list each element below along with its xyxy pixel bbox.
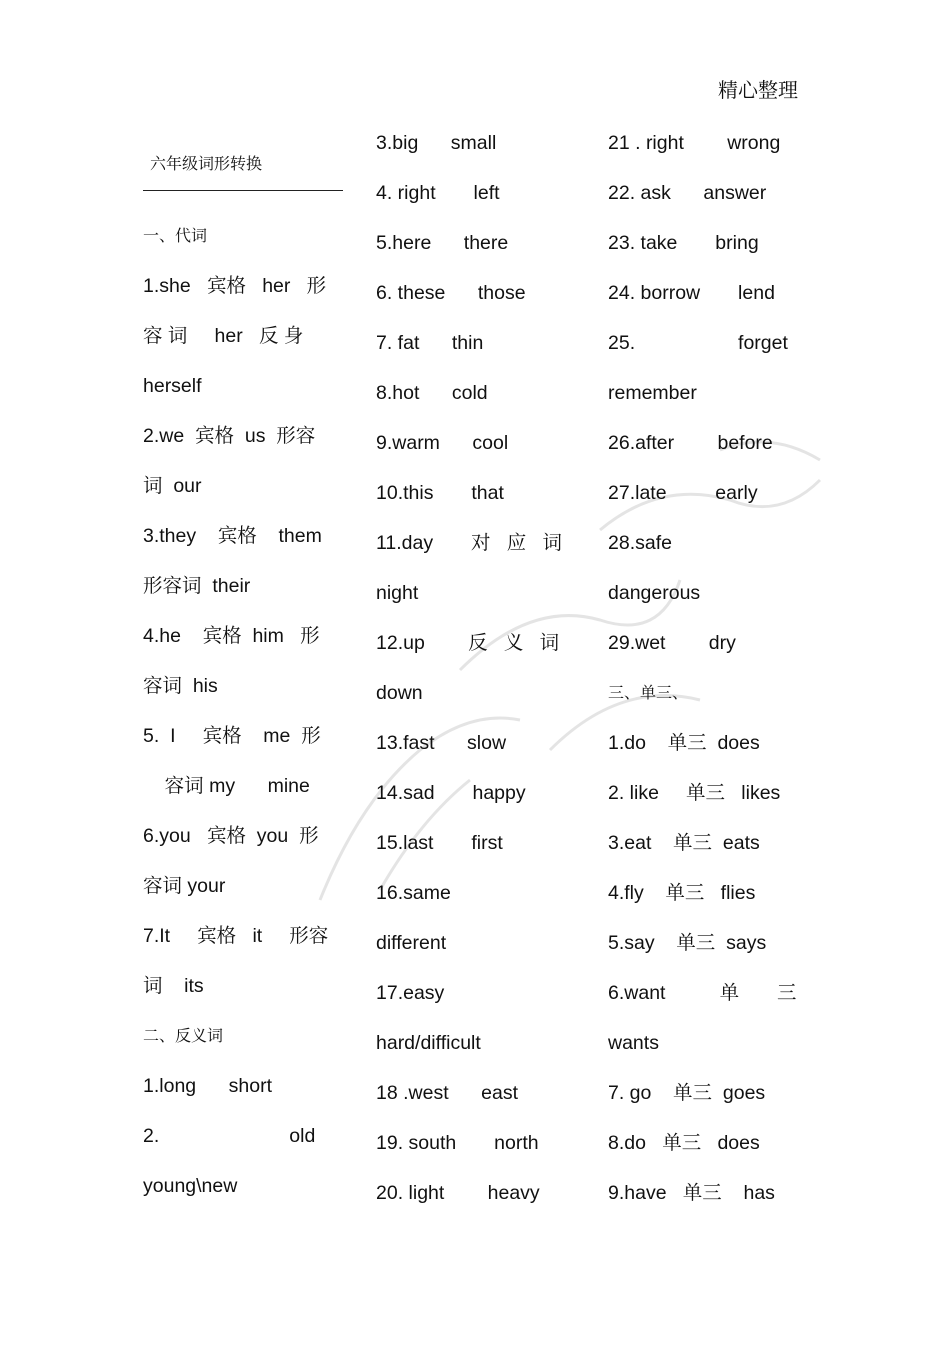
list-item: 23. take bring: [608, 232, 759, 254]
list-item: 3.they 宾格 them: [143, 525, 322, 547]
list-item: 3.eat 单三 eats: [608, 832, 760, 854]
list-item: 16.same: [376, 882, 451, 904]
list-item: 3.big small: [376, 132, 497, 154]
list-item: hard/difficult: [376, 1032, 481, 1054]
list-item: 4. right left: [376, 182, 500, 204]
section-heading-pronouns: 一、代词: [143, 226, 208, 245]
list-item: 2. old: [143, 1125, 316, 1147]
list-item: 8.do 单三 does: [608, 1132, 760, 1154]
list-item: 15.last first: [376, 832, 503, 854]
document-title: 六年级词形转换: [150, 154, 263, 173]
list-item: 18 .west east: [376, 1082, 518, 1104]
list-item: wants: [608, 1032, 659, 1054]
list-item: 21 . right wrong: [608, 132, 781, 154]
list-item: 6.want 单 三: [608, 982, 797, 1004]
section-heading-antonyms: 二、反义词: [143, 1026, 224, 1045]
list-item: 25. forget: [608, 332, 788, 354]
list-item: 6.you 宾格 you 形: [143, 825, 319, 847]
list-item: 20. light heavy: [376, 1182, 540, 1204]
list-item: 7. go 单三 goes: [608, 1082, 766, 1104]
list-item: 4.fly 单三 flies: [608, 882, 756, 904]
list-item: 12.up 反 义 词: [376, 632, 560, 654]
title-rule: [143, 190, 343, 191]
list-item: 2. like 单三 likes: [608, 782, 781, 804]
list-item: remember: [608, 382, 697, 404]
list-item: 1.do 单三 does: [608, 732, 760, 754]
list-item: down: [376, 682, 423, 704]
column-1: [143, 118, 343, 1211]
column-2: [376, 118, 576, 1218]
list-item: 13.fast slow: [376, 732, 507, 754]
column-3: [608, 118, 808, 1218]
list-item: 词 our: [143, 475, 202, 497]
list-item: 9.warm cool: [376, 432, 509, 454]
list-item: 5.here there: [376, 232, 509, 254]
list-item: 9.have 单三 has: [608, 1182, 775, 1204]
list-item: 容词 his: [143, 675, 218, 697]
list-item: 4.he 宾格 him 形: [143, 625, 320, 647]
list-item: young\new: [143, 1175, 238, 1197]
list-item: 14.sad happy: [376, 782, 526, 804]
list-item: 形容词 their: [143, 575, 251, 597]
list-item: dangerous: [608, 582, 701, 604]
list-item: 17.easy: [376, 982, 445, 1004]
list-item: 27.late early: [608, 482, 758, 504]
list-item: 容 词 her 反 身: [143, 325, 304, 347]
list-item: 容词 your: [143, 875, 226, 897]
list-item: 容词 my mine: [143, 775, 310, 797]
list-item: 22. ask answer: [608, 182, 767, 204]
list-item: 28.safe: [608, 532, 672, 554]
list-item: 10.this that: [376, 482, 504, 504]
list-item: 2.we 宾格 us 形容: [143, 425, 316, 447]
section-heading-third-person: 三、单三、: [608, 683, 689, 702]
list-item: 24. borrow lend: [608, 282, 775, 304]
list-item: different: [376, 932, 447, 954]
page-header: 精心整理: [718, 80, 798, 102]
list-item: herself: [143, 375, 202, 397]
list-item: 5. I 宾格 me 形: [143, 725, 321, 747]
list-item: night: [376, 582, 419, 604]
list-item: 7. fat thin: [376, 332, 484, 354]
list-item: 29.wet dry: [608, 632, 736, 654]
list-item: 5.say 单三 says: [608, 932, 767, 954]
list-item: 6. these those: [376, 282, 526, 304]
list-item: 1.she 宾格 her 形: [143, 275, 327, 297]
list-item: 7.It 宾格 it 形容: [143, 925, 329, 947]
list-item: 26.after before: [608, 432, 773, 454]
list-item: 19. south north: [376, 1132, 539, 1154]
list-item: 1.long short: [143, 1075, 272, 1097]
list-item: 11.day 对 应 词: [376, 532, 563, 554]
list-item: 8.hot cold: [376, 382, 488, 404]
list-item: 词 its: [143, 975, 204, 997]
